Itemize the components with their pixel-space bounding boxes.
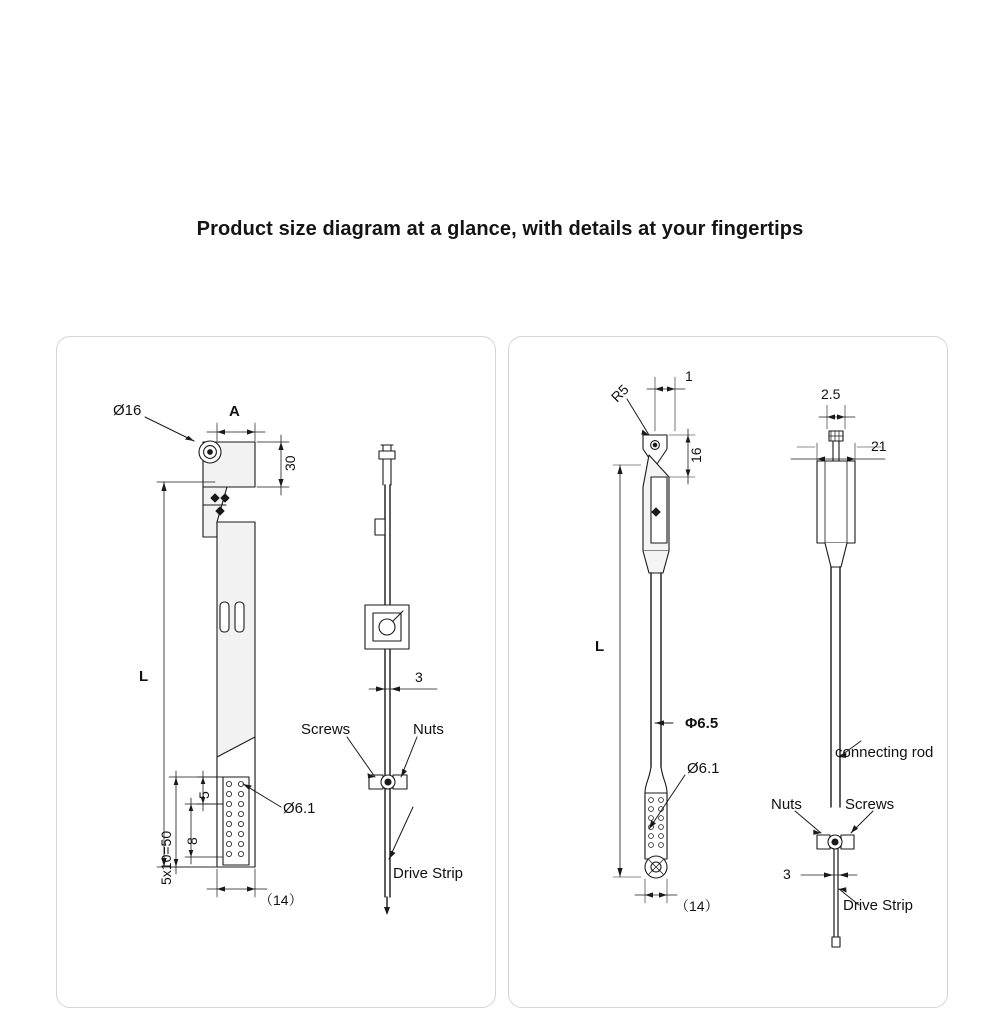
label-nuts-right: Nuts bbox=[771, 796, 802, 813]
label-nuts: Nuts bbox=[413, 721, 444, 738]
label-16: 16 bbox=[688, 447, 704, 463]
label-3-right: 3 bbox=[783, 866, 791, 882]
label-dia61-right: Ø6.1 bbox=[687, 760, 720, 777]
page-title: Product size diagram at a glance, with details at your fingertips bbox=[196, 218, 804, 240]
label-drive-strip-right: Drive Strip bbox=[843, 897, 914, 914]
label-bracket14-right: （14） bbox=[675, 898, 719, 914]
left-drawing-svg bbox=[57, 337, 495, 1007]
label-screws: Screws bbox=[301, 721, 351, 738]
label-drive-strip: Drive Strip bbox=[393, 865, 464, 882]
label-3: 3 bbox=[415, 669, 423, 685]
label-21: 21 bbox=[871, 438, 887, 454]
left-drawing-panel bbox=[56, 336, 496, 1008]
label-dia65: Φ6.5 bbox=[685, 715, 719, 732]
label-L: L bbox=[139, 668, 149, 685]
label-1: 1 bbox=[685, 368, 693, 384]
label-a: A bbox=[229, 403, 240, 420]
label-L-right: L bbox=[595, 638, 605, 655]
label-screws-right: Screws bbox=[845, 796, 895, 813]
right-drawing-panel bbox=[508, 336, 948, 1008]
label-r5: R5 bbox=[607, 381, 632, 406]
label-8: 8 bbox=[184, 837, 200, 845]
label-pitch: 5x10=50 bbox=[158, 830, 174, 885]
label-5: 5 bbox=[196, 791, 212, 799]
label-2-5: 2.5 bbox=[821, 386, 841, 402]
label-30: 30 bbox=[282, 455, 298, 471]
label-dia61: Ø6.1 bbox=[283, 800, 316, 817]
label-connecting-rod: connecting rod bbox=[835, 744, 934, 761]
label-bracket14: （14） bbox=[259, 892, 303, 908]
right-drawing-svg bbox=[509, 337, 947, 1007]
label-dia16: Ø16 bbox=[113, 402, 142, 419]
